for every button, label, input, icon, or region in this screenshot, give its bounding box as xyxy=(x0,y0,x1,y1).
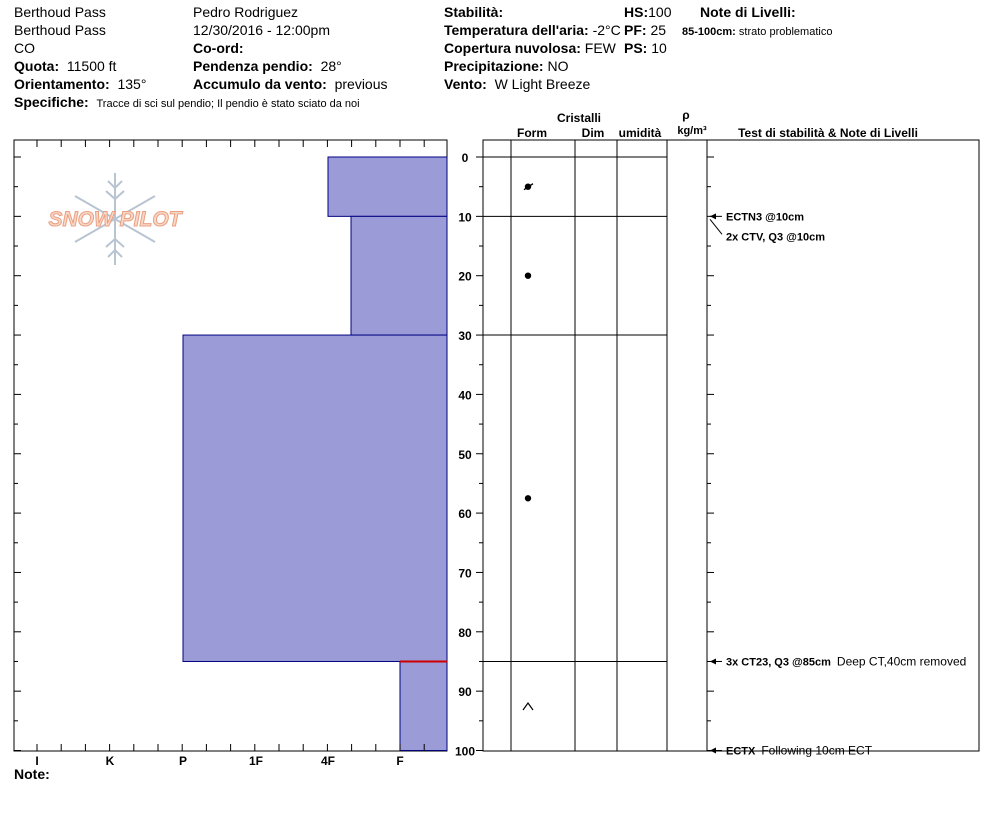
hardness-tick-label: P xyxy=(178,754,188,768)
depth-tick-label: 90 xyxy=(458,685,472,700)
wind: Vento: W Light Breeze xyxy=(444,76,591,92)
hardness-layer-bar xyxy=(328,157,447,216)
test-arrow-line xyxy=(710,219,722,234)
rounded-grain-symbol xyxy=(525,495,531,501)
header-form: Form xyxy=(517,126,547,140)
slope: Pendenza pendio: 28° xyxy=(193,58,342,74)
hardness-tick-label: 1F xyxy=(248,754,264,768)
test-arrow-head xyxy=(710,748,716,754)
depth-tick-label: 70 xyxy=(458,566,472,581)
wind-loading: Accumulo da vento: previous xyxy=(193,76,388,92)
test-arrow-head xyxy=(710,213,716,219)
header-density: kg/m³ xyxy=(677,125,707,137)
rounded-grain-symbol xyxy=(525,273,531,279)
location-line-1: Berthoud Pass xyxy=(14,4,106,20)
depth-tick-label: 30 xyxy=(458,329,472,344)
depth-tick-label: 60 xyxy=(458,507,472,522)
pf: PF: 25 xyxy=(624,22,667,38)
ps: PS: 10 xyxy=(624,40,667,56)
specifics: Specifiche: Tracce di sci sul pendio; Il pendio è stato sciato da noi xyxy=(14,94,360,110)
hs: HS:100 xyxy=(624,4,672,20)
test-code: 3x CT23, Q3 @85cm xyxy=(726,656,831,669)
depth-tick-label: 40 xyxy=(458,388,472,403)
depth-hoar-symbol xyxy=(523,703,533,710)
table-columns xyxy=(511,140,707,751)
logo-text: SNOW PILOT xyxy=(48,208,182,231)
depth-tick-label: 100 xyxy=(454,744,476,759)
aspect: Orientamento: 135° xyxy=(14,76,147,92)
hardness-layer-bar xyxy=(183,335,447,661)
depth-tick-label: 20 xyxy=(458,269,472,284)
depth-tick-label: 80 xyxy=(458,625,472,640)
hardness-layer-bar xyxy=(351,216,447,335)
elevation: Quota: 11500 ft xyxy=(14,58,117,74)
test-comment: Deep CT,40cm removed xyxy=(836,654,967,669)
test-code: 2x CTV, Q3 @10cm xyxy=(726,231,825,244)
hardness-layers xyxy=(183,157,447,751)
hardness-tick-label: K xyxy=(105,754,115,768)
hardness-tick-label: F xyxy=(396,754,404,768)
layer-note: 85-100cm: strato problematico xyxy=(682,26,833,38)
snowpilot-logo xyxy=(49,173,184,265)
hardness-tick-label: 4F xyxy=(320,754,336,768)
hardness-tick-label: I xyxy=(35,754,39,768)
test-result xyxy=(726,744,873,758)
air-temp: Temperatura dell'aria: -2°C xyxy=(444,22,621,38)
grain-symbols xyxy=(523,183,533,710)
note-label: Note: xyxy=(14,766,50,782)
test-arrow-head xyxy=(710,658,716,664)
depth-tick-label: 50 xyxy=(458,447,472,462)
header-crystals: Cristalli xyxy=(556,111,602,125)
test-code: ECTN3 @10cm xyxy=(726,211,804,224)
layer-notes-label: Note di Livelli: xyxy=(700,4,796,20)
test-result xyxy=(726,231,825,243)
coord-label: Co-ord: xyxy=(193,40,244,56)
hardness-layer-bar xyxy=(400,661,447,750)
test-result xyxy=(726,654,966,668)
header-rho: ρ xyxy=(682,108,690,122)
depth-tick-label: 10 xyxy=(458,210,472,225)
test-code: ECTX xyxy=(726,745,756,758)
cloud-cover: Copertura nuvolosa: FEW xyxy=(444,40,616,56)
header-moisture: umidità xyxy=(618,126,662,140)
location-line-2: Berthoud Pass xyxy=(14,22,106,38)
state: CO xyxy=(14,40,35,56)
precipitation: Precipitazione: NO xyxy=(444,58,569,74)
observer: Pedro Rodriguez xyxy=(193,4,299,20)
header-tests: Test di stabilità & Note di Livelli xyxy=(738,126,918,140)
precip-particle-symbol xyxy=(524,183,533,189)
depth-tick-label: 0 xyxy=(461,151,469,165)
stability-label: Stabilità: xyxy=(444,4,504,20)
stability-tests xyxy=(710,211,966,757)
datetime: 12/30/2016 - 12:00pm xyxy=(193,22,330,38)
test-comment: Following 10cm ECT xyxy=(761,743,873,758)
test-result xyxy=(726,211,804,223)
header-size: Dim xyxy=(581,126,605,140)
